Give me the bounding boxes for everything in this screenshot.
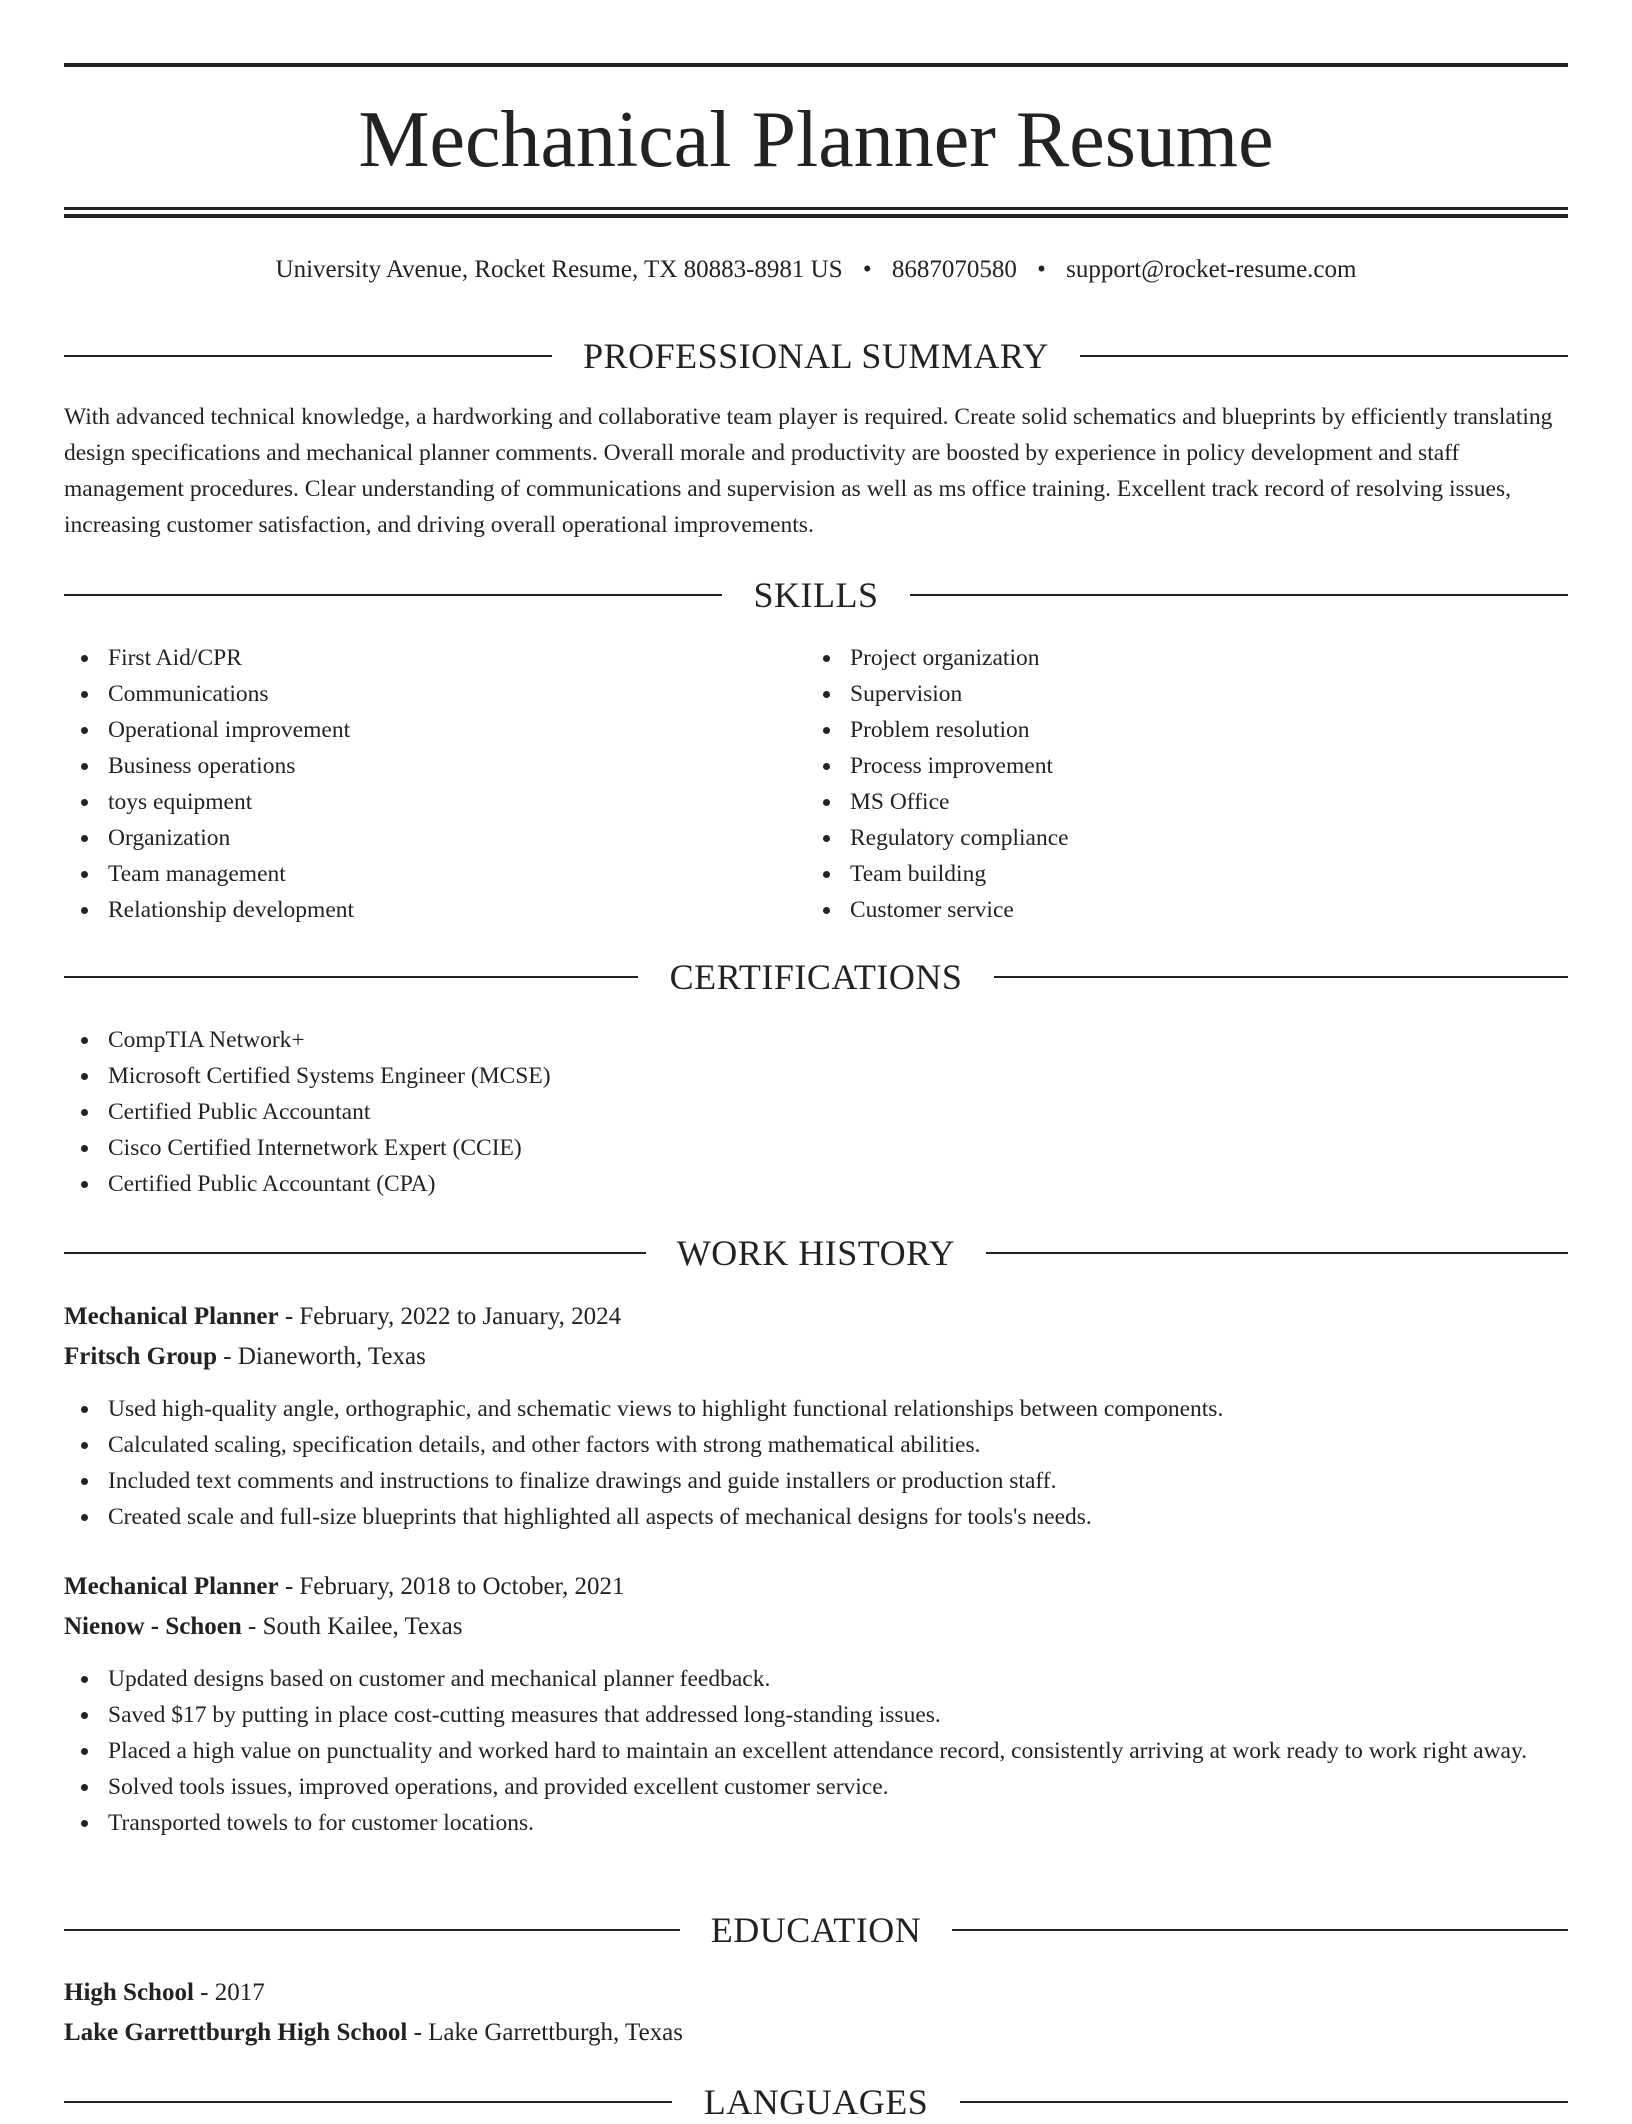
education-school: Lake Garrettburgh High School: [64, 2019, 408, 2046]
job-duty-item: Calculated scaling, specification details, and other factors with strong mathematical abilities.: [64, 1427, 1568, 1463]
job-company-line: [64, 1339, 1568, 1375]
skill-item: Team building: [806, 856, 1506, 892]
contact-separator: •: [862, 256, 872, 283]
certification-item: CompTIA Network+: [64, 1022, 1568, 1058]
skill-item: Supervision: [806, 676, 1506, 712]
job-title-line: [64, 1569, 1568, 1605]
section-heading-languages: [64, 2080, 1568, 2124]
job-duty-item: Updated designs based on customer and mechanical planner feedback.: [64, 1661, 1568, 1697]
skills-list-left: [64, 640, 764, 928]
job-location: - South Kailee, Texas: [241, 1613, 463, 1640]
skill-item: First Aid/CPR: [64, 640, 764, 676]
section-heading-work-history: [64, 1231, 1568, 1275]
job-company-line: [64, 1609, 1568, 1645]
contact-line: [64, 252, 1568, 288]
section-heading-certifications: [64, 955, 1568, 999]
job-title: Mechanical Planner: [64, 1303, 279, 1330]
skill-item: Process improvement: [806, 748, 1506, 784]
certifications-list: [64, 1022, 1568, 1202]
skill-item: Communications: [64, 676, 764, 712]
job-title: Mechanical Planner: [64, 1573, 279, 1600]
job-location: - Dianeworth, Texas: [217, 1343, 426, 1370]
job-duties-list: [64, 1661, 1568, 1841]
certification-item: Certified Public Accountant: [64, 1094, 1568, 1130]
heading-label: WORK HISTORY: [676, 1233, 956, 1273]
skill-item: Problem resolution: [806, 712, 1506, 748]
job-company: Nienow - Schoen: [64, 1613, 242, 1640]
education-year: - 2017: [193, 1979, 265, 2006]
skill-item: Team management: [64, 856, 764, 892]
heading-label: CERTIFICATIONS: [669, 957, 963, 997]
job-duty-item: Solved tools issues, improved operations, and provided excellent customer service.: [64, 1769, 1568, 1805]
job-title-line: [64, 1299, 1568, 1335]
job-duty-item: Transported towels to for customer locations.: [64, 1805, 1568, 1841]
certification-item: Certified Public Accountant (CPA): [64, 1166, 1568, 1202]
skill-item: Operational improvement: [64, 712, 764, 748]
certification-item: Microsoft Certified Systems Engineer (MCSE): [64, 1058, 1568, 1094]
heading-label: LANGUAGES: [703, 2082, 929, 2122]
top-rule: [64, 63, 1568, 67]
skill-item: MS Office: [806, 784, 1506, 820]
job-duty-item: Saved $17 by putting in place cost-cutting measures that addressed long-standing issues.: [64, 1697, 1568, 1733]
job-duty-item: Used high-quality angle, orthographic, and schematic views to highlight functional relationships between components.: [64, 1391, 1568, 1427]
resume-title: Mechanical Planner Resume: [358, 96, 1274, 184]
education-degree: High School: [64, 1979, 194, 2006]
job-duty-item: Created scale and full-size blueprints that highlighted all aspects of mechanical designs for tools's needs.: [64, 1499, 1568, 1535]
education-location: - Lake Garrettburgh, Texas: [407, 2019, 684, 2046]
skill-item: Customer service: [806, 892, 1506, 928]
job-duty-item: Placed a high value on punctuality and worked hard to maintain an excellent attendance record, consistently arriving at work ready to work right away.: [64, 1733, 1568, 1769]
title-rule-lower: [64, 214, 1568, 218]
skill-item: Organization: [64, 820, 764, 856]
contact-address: University Avenue, Rocket Resume, TX 80883-8981 US: [275, 256, 843, 283]
education-degree-line: [64, 1975, 1568, 2011]
skill-item: Business operations: [64, 748, 764, 784]
skill-item: Project organization: [806, 640, 1506, 676]
section-heading-summary: [64, 334, 1568, 378]
certification-item: Cisco Certified Internetwork Expert (CCIE): [64, 1130, 1568, 1166]
skill-item: Regulatory compliance: [806, 820, 1506, 856]
section-heading-skills: [64, 573, 1568, 617]
skill-item: Relationship development: [64, 892, 764, 928]
education-school-line: [64, 2015, 1568, 2051]
heading-label: SKILLS: [753, 575, 879, 615]
heading-label: EDUCATION: [710, 1910, 922, 1950]
skills-list-right: [806, 640, 1506, 928]
heading-label: PROFESSIONAL SUMMARY: [583, 336, 1049, 376]
job-duties-list: [64, 1391, 1568, 1535]
contact-email: support@rocket-resume.com: [1066, 256, 1357, 283]
skill-item: toys equipment: [64, 784, 764, 820]
contact-separator: •: [1037, 256, 1046, 283]
summary-text: With advanced technical knowledge, a hardworking and collaborative team player is required. Create solid schematics and blueprints by efficiently translating design specifications and mechanical planner comments. Overall morale and productivity are boosted by experience in policy development and staff management procedures. Clear understanding of communications and supervision as well as ms office training. Excellent track record of resolving issues, increasing customer satisfaction, and driving overall operational improvements.: [64, 404, 1553, 538]
job-dates: - February, 2022 to January, 2024: [278, 1303, 622, 1330]
job-company: Fritsch Group: [64, 1343, 218, 1370]
job-duty-item: Included text comments and instructions to finalize drawings and guide installers or production staff.: [64, 1463, 1568, 1499]
job-dates: - February, 2018 to October, 2021: [278, 1573, 625, 1600]
title-rule-upper: [64, 207, 1568, 210]
section-heading-education: [64, 1908, 1568, 1952]
contact-phone: 8687070580: [891, 256, 1017, 283]
